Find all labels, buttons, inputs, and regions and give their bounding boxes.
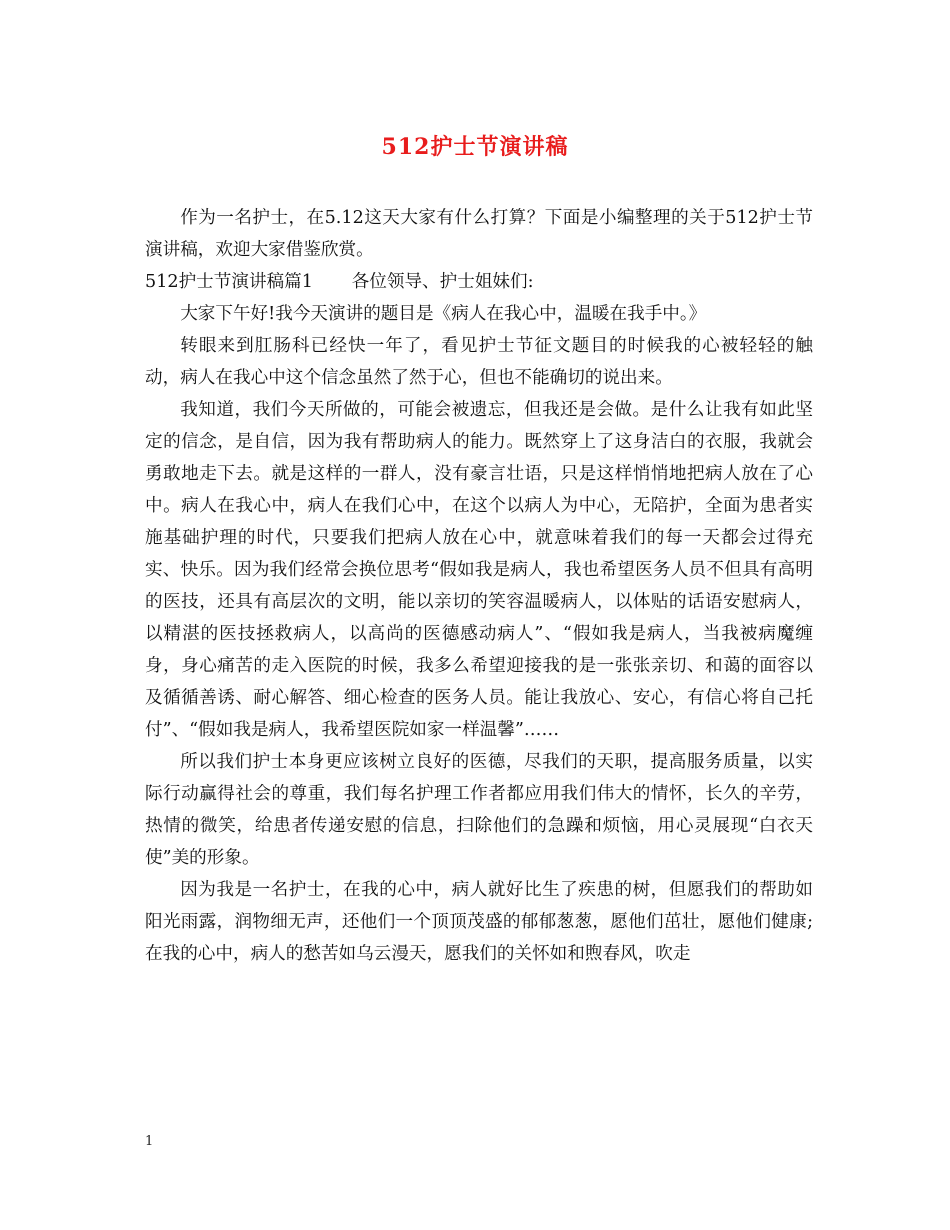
- page-number: 1: [145, 1134, 154, 1149]
- section-heading: 512护士节演讲稿篇1: [145, 272, 313, 292]
- body-paragraph-1: 大家下午好!我今天演讲的题目是《病人在我心中，温暖在我手中。》: [180, 304, 707, 324]
- body-paragraph-2: 转眼来到肛肠科已经快一年了，看见护士节征文题目的时候我的心被轻轻的触动，病人在我心中这个信念虽然了然于心，但也不能确切的说出来。: [145, 336, 813, 388]
- body-paragraph-5: 因为我是一名护士，在我的心中，病人就好比生了疾患的树，但愿我们的帮助如阳光雨露，润物细无声，还他们一个顶顶茂盛的郁郁葱葱，愿他们茁壮，愿他们健康;在我的心中，病人的愁苦如乌云漫天，愿我们的关怀如和煦春风，吹走: [145, 880, 813, 964]
- greeting: 各位领导、护士姐妹们:: [351, 272, 534, 292]
- section-heading-line: [145, 266, 813, 298]
- body-paragraph-4: 所以我们护士本身更应该树立良好的医德，尽我们的天职，提高服务质量，以实际行动赢得社会的尊重，我们每名护理工作者都应用我们伟大的情怀，长久的辛劳，热情的微笑，给患者传递安慰的信息，扫除他们的急躁和烦恼，用心灵展现“白衣天使”美的形象。: [145, 752, 813, 868]
- document-title: 512护士节演讲稿: [381, 134, 569, 160]
- document-body: [145, 202, 813, 970]
- body-paragraph-3: 我知道，我们今天所做的，可能会被遗忘，但我还是会做。是什么让我有如此坚定的信念，是自信，因为我有帮助病人的能力。既然穿上了这身洁白的衣服，我就会勇敢地走下去。就是这样的一群人，没有豪言壮语，只是这样悄悄地把病人放在了心中。病人在我心中，病人在我们心中，在这个以病人为中心，无陪护，全面为患者实施基础护理的时代，只要我们把病人放在心中，就意味着我们的每一天都会过得充实、快乐。因为我们经常会换位思考“假如我是病人，我也希望医务人员不但具有高明的医技，还具有高层次的文明，能以亲切的笑容温暖病人，以体贴的话语安慰病人，以精湛的医技拯救病人，以高尚的医德感动病人”、“假如我是病人，当我被病魔缠身，身心痛苦的走入医院的时候，我多么希望迎接我的是一张张亲切、和蔼的面容以及循循善诱、耐心解答、细心检查的医务人员。能让我放心、安心，有信心将自己托付”、“假如我是病人，我希望医院如家一样温馨”……: [145, 400, 813, 740]
- intro-paragraph: 作为一名护士，在5.12这天大家有什么打算？下面是小编整理的关于512护士节演讲稿，欢迎大家借鉴欣赏。: [145, 208, 813, 260]
